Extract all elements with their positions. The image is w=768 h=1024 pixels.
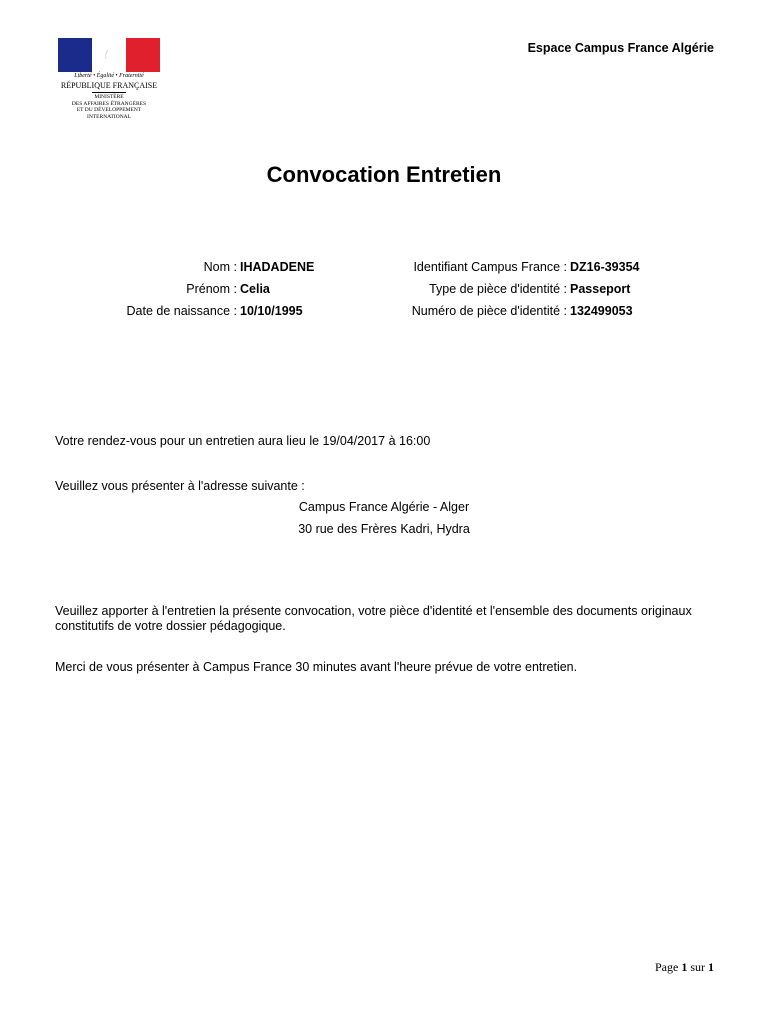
nom-value: IHADADENE <box>240 260 315 274</box>
id-number-label: Numéro de pièce d'identité : <box>411 304 567 318</box>
nom-label: Nom : <box>203 260 237 274</box>
info-row-birthdate <box>0 303 318 325</box>
prenom-value: Celia <box>240 282 270 296</box>
office-name: Espace Campus France Algérie <box>527 41 714 55</box>
id-number-value: 132499053 <box>570 304 633 318</box>
address-intro-text: Veuillez vous présenter à l'adresse suivante : <box>55 479 305 493</box>
applicant-info-right <box>318 259 648 325</box>
documents-text: Veuillez apporter à l'entretien la présente convocation, votre pièce d'identité et l'ensemble des documents originaux constitutifs de votre dossier pédagogique. <box>55 604 692 633</box>
republique-francaise-logo <box>56 36 162 130</box>
info-row-campus-id <box>318 259 648 281</box>
logo-divider <box>92 92 126 93</box>
birthdate-value: 10/10/1995 <box>240 304 303 318</box>
appointment-text: Votre rendez-vous pour un entretien aura lieu le 19/04/2017 à 16:00 <box>55 434 431 448</box>
birthdate-label: Date de naissance : <box>126 304 237 318</box>
republic-name: RÉPUBLIQUE FRANÇAISE <box>60 81 158 90</box>
ministry-name: MINISTÈRE DES AFFAIRES ÉTRANGÈRES ET DU DÉVELOPPEMENT INTERNATIONAL <box>71 94 147 120</box>
page-number: Page 1 sur 1 <box>655 960 714 974</box>
info-row-prenom <box>0 281 318 303</box>
document-title: Convocation Entretien <box>266 162 502 187</box>
applicant-info-left <box>0 259 318 325</box>
address-line-1: Campus France Algérie - Alger <box>298 500 470 514</box>
id-type-label: Type de pièce d'identité : <box>429 282 567 296</box>
marianne-icon <box>94 40 124 72</box>
punctuality-text: Merci de vous présenter à Campus France 30 minutes avant l'heure prévue de votre entretien. <box>55 660 578 674</box>
campus-id-label: Identifiant Campus France : <box>413 260 567 274</box>
id-type-value: Passeport <box>570 282 631 296</box>
republic-motto: Liberté • Égalité • Fraternité <box>74 73 144 79</box>
info-row-nom <box>0 259 318 281</box>
info-row-id-type <box>318 281 648 303</box>
campus-id-value: DZ16-39354 <box>570 260 640 274</box>
prenom-label: Prénom : <box>186 282 237 296</box>
address-line-2: 30 rue des Frères Kadri, Hydra <box>298 522 470 536</box>
info-row-id-number <box>318 303 648 325</box>
